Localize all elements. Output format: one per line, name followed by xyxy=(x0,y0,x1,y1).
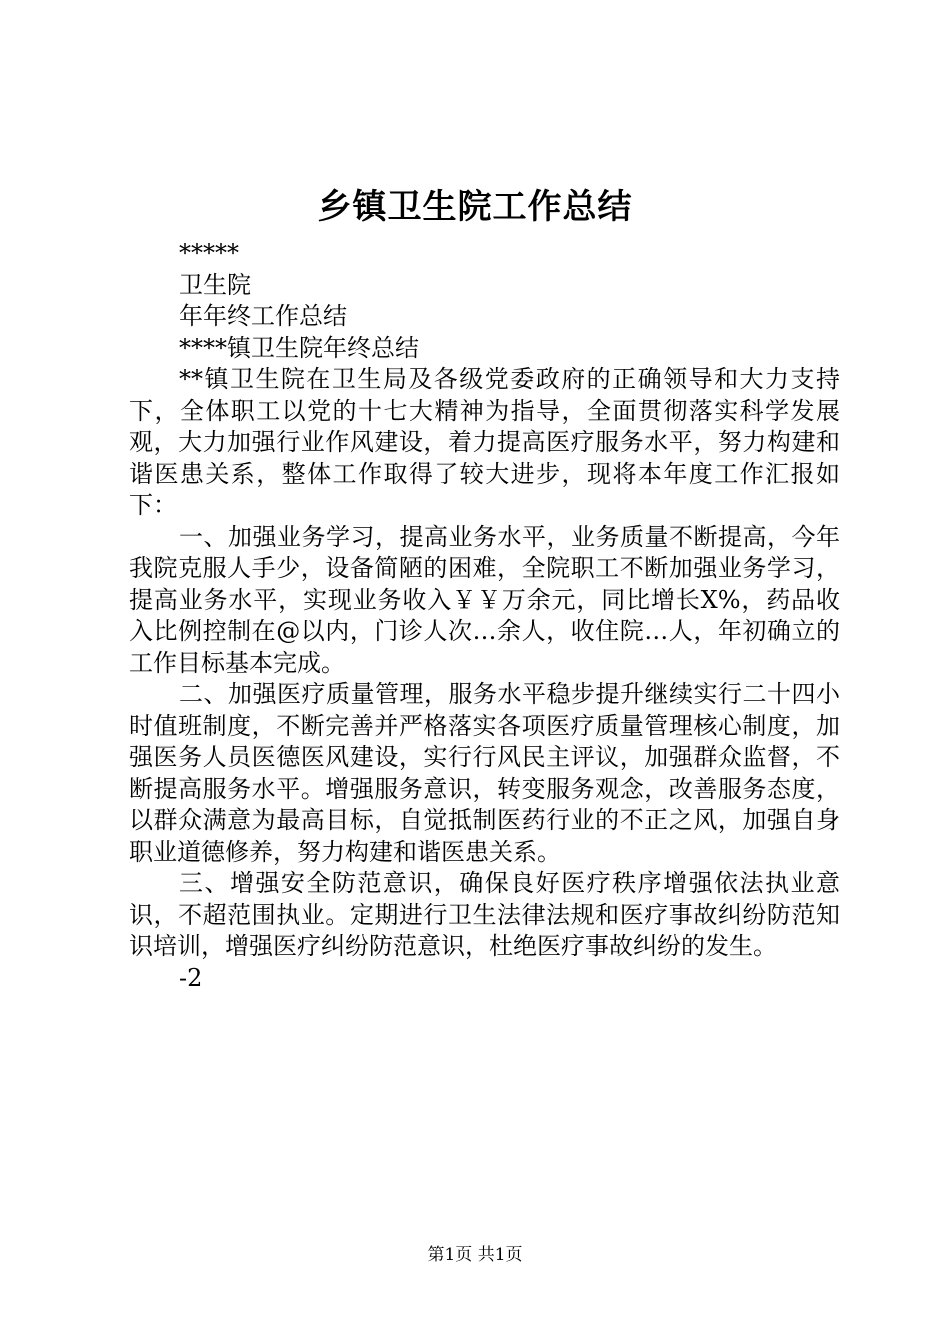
document-title: 乡镇卫生院工作总结 xyxy=(317,187,633,227)
header-line-year-summary: 年年终工作总结 xyxy=(179,302,347,330)
page-footer: 第1页 共1页 xyxy=(427,1245,523,1265)
header-line-town-summary: ****镇卫生院年终总结 xyxy=(179,333,419,362)
document-body xyxy=(129,238,840,994)
trailing-line: -2 xyxy=(179,963,203,992)
header-line-hospital: 卫生院 xyxy=(179,270,251,299)
paragraph-intro: **镇卫生院在卫生局及各级党委政府的正确领导和大力支持下，全体职工以党的十七大精神为指导，全面贯彻落实科学发展观，大力加强行业作风建设，着力提高医疗服务水平，努力构建和谐医患关系，整体工作取得了较大进步，现将本年度工作汇报如下： xyxy=(129,365,840,519)
paragraph-section-one: 一、加强业务学习，提高业务水平，业务质量不断提高，今年我院克服人手少，设备简陋的困难，全院职工不断加强业务学习，提高业务水平，实现业务收入￥￥万余元，同比增长X%，药品收入比例控制在@以内，门诊人次…余人，收住院…人，年初确立的工作目标基本完成。 xyxy=(129,522,840,677)
paragraph-section-three: 三、增强安全防范意识，确保良好医疗秩序增强依法执业意识，不超范围执业。定期进行卫生法律法规和医疗事故纠纷防范知识培训，增强医疗纠纷防范意识，杜绝医疗事故纠纷的发生。 xyxy=(129,869,840,960)
header-line-stars: ***** xyxy=(179,239,239,267)
paragraph-section-two: 二、加强医疗质量管理，服务水平稳步提升继续实行二十四小时值班制度，不断完善并严格落实各项医疗质量管理核心制度，加强医务人员医德医风建设，实行行风民主评议，加强群众监督，不断提高服务水平。增强服务意识，转变服务观念，改善服务态度，以群众满意为最高目标，自觉抵制医药行业的不正之风，加强自身职业道德修养，努力构建和谐医患关系。 xyxy=(129,680,840,866)
